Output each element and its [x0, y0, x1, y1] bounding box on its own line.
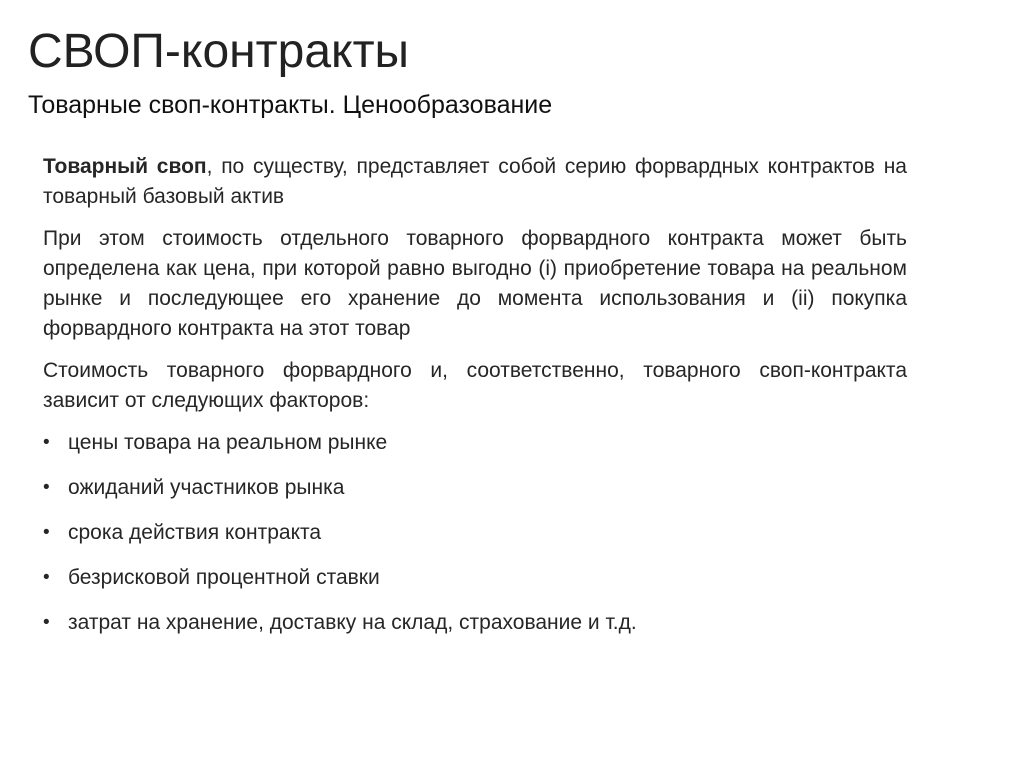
list-item — [43, 608, 907, 638]
slide-subtitle: Товарные своп-контракты. Ценообразование — [28, 91, 553, 119]
list-item-text: цены товара на реальном рынке — [68, 431, 388, 454]
bullet-icon: • — [43, 477, 50, 498]
paragraph-commodity-swap — [43, 152, 907, 212]
list-item-text: затрат на хранение, доставку на склад, страхование и т.д. — [68, 611, 637, 634]
list-item — [43, 428, 907, 458]
paragraph-forward-valuation: При этом стоимость отдельного товарного форвардного контракта может быть определена как цена, при которой равно выгодно (i) приобретение товара на реальном рынке и последующее его хранение до момента использования и (ii) покупка форвардного контракта на этот товар — [43, 227, 907, 340]
factors-list — [43, 428, 907, 638]
bullet-icon: • — [43, 522, 50, 543]
list-item — [43, 563, 907, 593]
bullet-icon: • — [43, 432, 50, 453]
paragraph-factors-intro: Стоимость товарного форвардного и, соответственно, товарного своп-контракта зависит от следующих факторов: — [43, 359, 907, 412]
slide-content — [43, 152, 907, 653]
list-item-text: срока действия контракта — [68, 521, 322, 544]
bullet-icon: • — [43, 612, 50, 633]
list-item — [43, 518, 907, 548]
bullet-icon: • — [43, 567, 50, 588]
list-item — [43, 473, 907, 503]
list-item-text: ожиданий участников рынка — [68, 476, 345, 499]
term-commodity-swap: Товарный своп — [43, 155, 207, 178]
slide-title: СВОП-контракты — [28, 25, 410, 78]
list-item-text: безрисковой процентной ставки — [68, 566, 380, 589]
paragraph-commodity-swap-text: , по существу, представляет собой серию форвардных контрактов на товарный базовый актив — [43, 155, 907, 208]
